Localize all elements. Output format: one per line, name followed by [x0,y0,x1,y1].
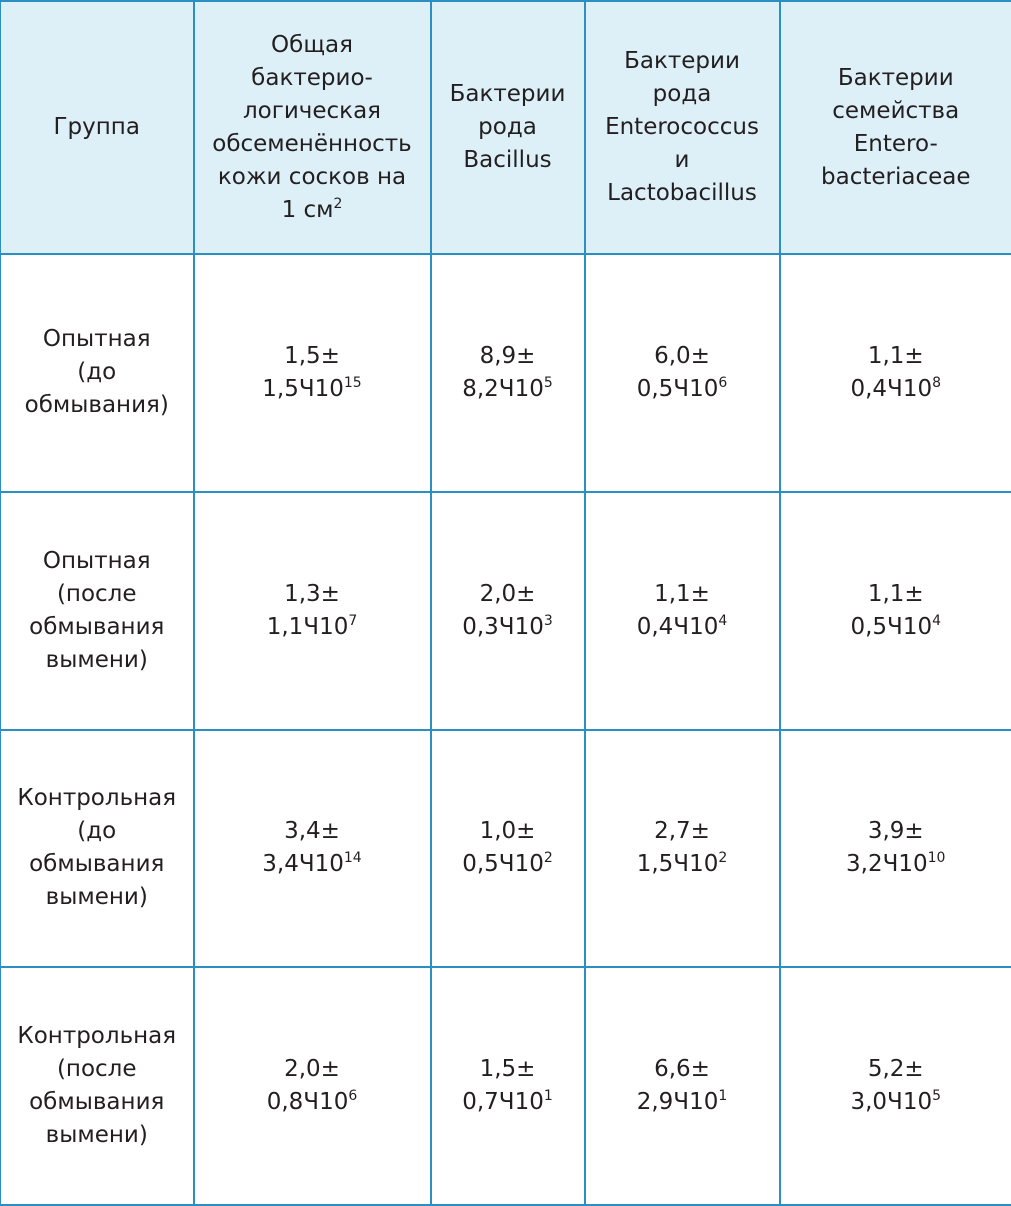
value-text [637,1053,728,1119]
exponent: 6 [718,374,728,391]
header-total-contamination [194,1,431,254]
error-mantissa: 0,3Ч10 [462,613,544,640]
header-enterococcus-lactobacillus [585,1,780,254]
exponent: 10 [927,850,946,867]
exponent: 14 [343,850,362,867]
value-text [850,578,941,644]
mean-value: 1,5± [479,1056,536,1083]
table-row [1,492,1011,730]
mean-value: 1,1± [867,342,924,369]
value-cell [431,967,585,1205]
table-row [1,254,1011,492]
value-cell [585,730,780,968]
error-mantissa: 0,7Ч10 [462,1089,544,1116]
value-cell [585,967,780,1205]
error-value [462,848,553,881]
value-text [262,815,361,881]
mean-value: 6,0± [654,342,710,369]
exponent: 2 [543,850,553,867]
mean-value: 8,9± [479,342,536,369]
error-mantissa: 1,5Ч10 [636,851,719,878]
header-total-contamination-label: Общая бактерио- логическая обсеменённость кожи сосков на 1 $см^2$ [212,31,412,223]
exponent: 2 [718,850,728,867]
mean-value: 1,1± [654,580,710,607]
table-header-row [1,1,1011,254]
error-value [462,373,553,406]
value-text [850,1053,941,1119]
exponent: 7 [348,612,358,629]
exponent: 15 [343,374,362,391]
mean-value: 1,1± [867,580,924,607]
error-value [846,848,945,881]
exponent: 4 [718,612,728,629]
value-cell [780,254,1011,492]
error-mantissa: 1,5Ч10 [262,375,344,402]
mean-value: 3,4± [284,818,340,845]
value-cell [780,967,1011,1205]
header-group [1,1,194,254]
exponent: 6 [348,1088,358,1105]
header-bacillus-label: Бактерии рода Bacillus [449,81,566,173]
group-cell [1,492,194,730]
value-text [637,340,728,406]
mean-value: 5,2± [867,1056,924,1083]
value-cell [431,492,585,730]
exponent: 5 [932,1088,942,1105]
mean-value: 1,3± [284,580,340,607]
error-mantissa: 0,5Ч10 [462,851,544,878]
value-text [267,1053,358,1119]
value-cell [194,967,431,1205]
error-mantissa: 2,9Ч10 [636,1089,719,1116]
header-enterobacteriaceae [780,1,1011,254]
mean-value: 1,5± [284,342,340,369]
value-text [462,340,553,406]
value-text [262,340,361,406]
error-mantissa: 8,2Ч10 [462,375,544,402]
error-value [850,373,941,406]
value-cell [585,254,780,492]
value-text [462,1053,553,1119]
group-label: Контрольная (после обмывания вымени) [17,1023,177,1149]
error-mantissa: 1,1Ч10 [266,613,349,640]
error-value [850,611,941,644]
header-enterococcus-lactobacillus-label: Бактерии рода Enterococcus и Lactobacillus [605,48,759,206]
exponent: 1 [543,1088,553,1105]
value-text [850,340,941,406]
value-cell [194,730,431,968]
table-row [1,730,1011,968]
header-enterobacteriaceae-label: Бактерии семейства Entero- bacteriaceae [821,64,971,190]
exponent: 3 [543,612,553,629]
table-row [1,967,1011,1205]
error-value [267,611,358,644]
error-mantissa: 3,0Ч10 [850,1089,933,1116]
header-superscript: 2 [333,195,343,212]
error-mantissa: 0,5Ч10 [636,375,719,402]
group-cell [1,967,194,1205]
group-label: Опытная (после обмывания вымени) [29,547,165,673]
group-cell [1,730,194,968]
mean-value: 2,0± [479,580,536,607]
mean-value: 2,7± [654,818,710,845]
error-mantissa: 0,8Ч10 [266,1089,349,1116]
error-mantissa: 0,5Ч10 [850,613,933,640]
value-cell [780,492,1011,730]
error-value [637,848,728,881]
value-cell [431,730,585,968]
error-mantissa: 3,4Ч10 [262,851,344,878]
error-mantissa: 0,4Ч10 [850,375,933,402]
value-text [637,578,728,644]
group-label: Контрольная (до обмывания вымени) [17,785,177,911]
mean-value: 6,6± [654,1056,710,1083]
exponent: 1 [718,1088,728,1105]
exponent: 5 [543,374,553,391]
value-cell [780,730,1011,968]
error-mantissa: 0,4Ч10 [636,613,719,640]
exponent: 8 [932,374,942,391]
error-value [262,373,361,406]
header-bacillus [431,1,585,254]
mean-value: 3,9± [867,818,924,845]
error-value [637,373,728,406]
value-text [267,578,358,644]
group-cell [1,254,194,492]
value-cell [194,492,431,730]
error-value [267,1086,358,1119]
value-text [846,815,945,881]
error-value [462,611,553,644]
group-label: Опытная (до обмывания) [24,326,169,419]
value-text [462,578,553,644]
exponent: 4 [932,612,942,629]
error-value [637,1086,728,1119]
header-group-label: Группа [53,114,140,140]
error-value [462,1086,553,1119]
value-cell [585,492,780,730]
error-value [262,848,361,881]
error-value [850,1086,941,1119]
error-value [637,611,728,644]
value-text [462,815,553,881]
error-mantissa: 3,2Ч10 [846,851,928,878]
value-cell [194,254,431,492]
value-text [637,815,728,881]
value-cell [431,254,585,492]
mean-value: 2,0± [284,1056,340,1083]
table-body [1,254,1011,1205]
mean-value: 1,0± [479,818,536,845]
